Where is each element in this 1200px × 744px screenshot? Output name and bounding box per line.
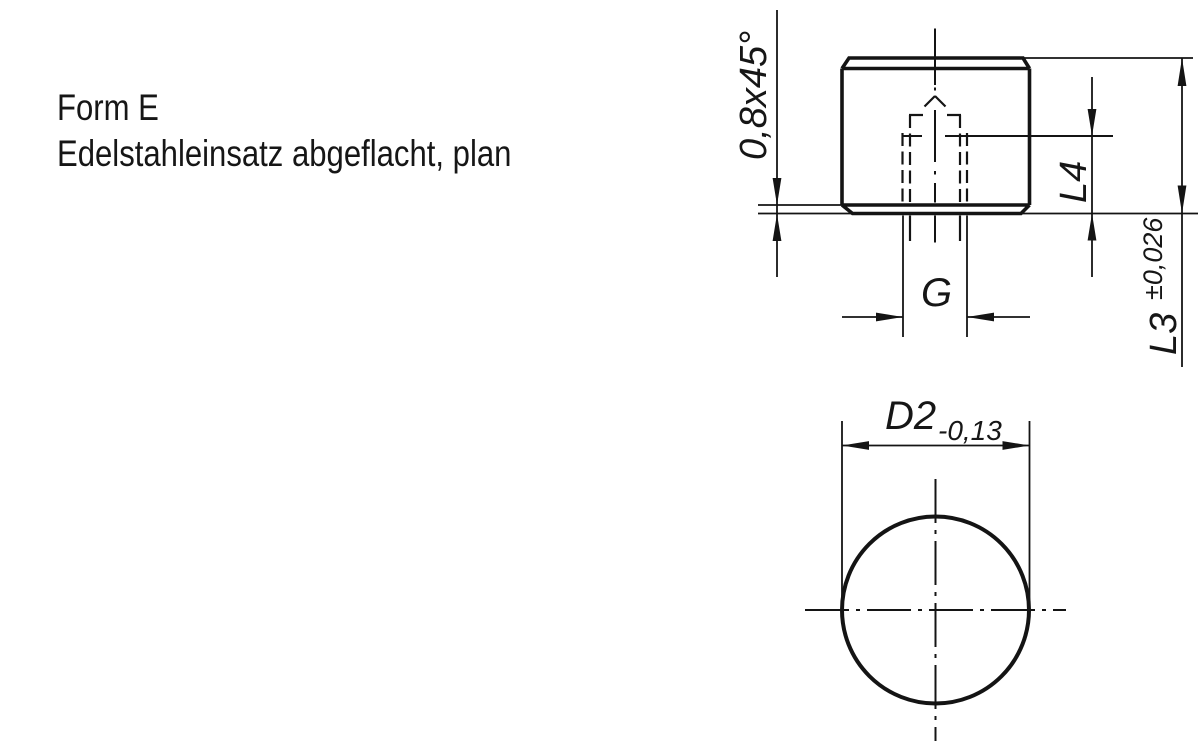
length-dim-label: L3 [1143, 312, 1185, 355]
thread-dim-label: G [920, 271, 953, 315]
form-label: Form E [57, 87, 159, 128]
length-dim-tolerance: ±0,026 [1138, 217, 1168, 300]
extension-lines [758, 58, 1198, 337]
form-description: Edelstahleinsatz abgeflacht, plan [57, 133, 512, 174]
diameter-dim-tolerance: -0,13 [938, 415, 1002, 446]
thread-depth-dim-label: L4 [1053, 160, 1095, 203]
chamfer-dim-label: 0,8x45° [733, 30, 775, 160]
front-view [805, 394, 1066, 741]
drill-point-cone [925, 96, 946, 107]
side-view [733, 10, 1198, 367]
front-view-centerlines [805, 479, 1066, 741]
diameter-dim-label: D2 [885, 394, 937, 438]
